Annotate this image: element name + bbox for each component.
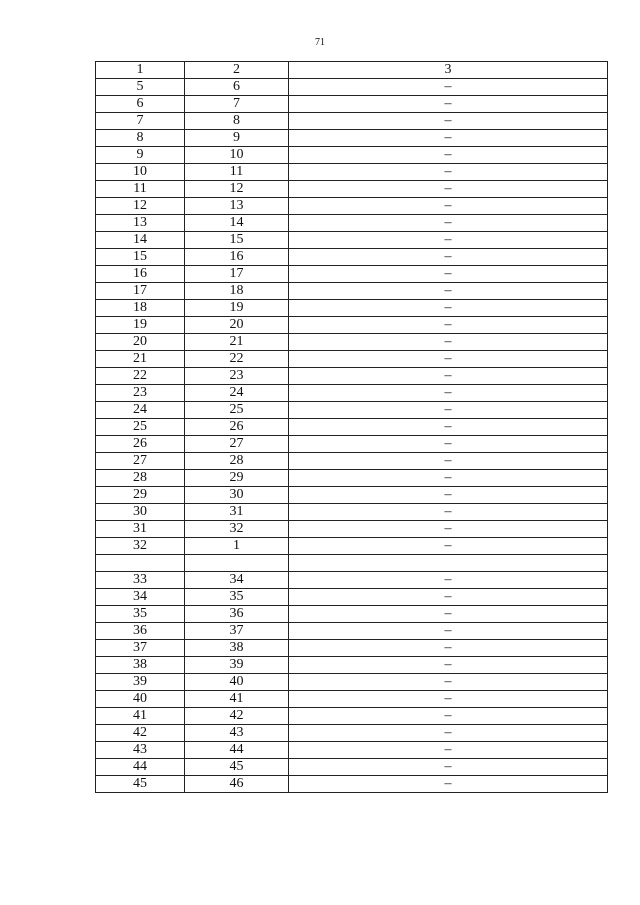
table-cell: –: [289, 742, 608, 759]
table-row: [96, 436, 608, 453]
table-row: [96, 232, 608, 249]
table-cell: 44: [96, 759, 185, 776]
table-cell: –: [289, 776, 608, 793]
table-cell: –: [289, 538, 608, 555]
data-table: [95, 61, 608, 793]
table-cell: 28: [96, 470, 185, 487]
table-cell: –: [289, 283, 608, 300]
table-cell: 38: [185, 640, 289, 657]
table-cell: 20: [96, 334, 185, 351]
table-cell: 21: [96, 351, 185, 368]
table-cell: –: [289, 572, 608, 589]
table-cell: 27: [96, 453, 185, 470]
table-cell: –: [289, 691, 608, 708]
table-cell: 16: [96, 266, 185, 283]
table-cell: 11: [96, 181, 185, 198]
table-cell: –: [289, 470, 608, 487]
table-cell: –: [289, 521, 608, 538]
table-cell: 42: [96, 725, 185, 742]
table-cell: 41: [96, 708, 185, 725]
table-cell: –: [289, 640, 608, 657]
table-cell: –: [289, 317, 608, 334]
table-cell: 14: [96, 232, 185, 249]
table-cell: 13: [185, 198, 289, 215]
table-cell: 34: [185, 572, 289, 589]
table-cell: 1: [185, 538, 289, 555]
column-header: 1: [96, 62, 185, 79]
table-cell: –: [289, 249, 608, 266]
table-body: [96, 62, 608, 793]
table-cell: 28: [185, 453, 289, 470]
table-cell: 32: [96, 538, 185, 555]
table-row: [96, 79, 608, 96]
table-cell: 42: [185, 708, 289, 725]
table-cell: –: [289, 385, 608, 402]
table-cell: 17: [185, 266, 289, 283]
table-cell: –: [289, 232, 608, 249]
table-row: [96, 96, 608, 113]
table-cell: 19: [185, 300, 289, 317]
table-cell: 44: [185, 742, 289, 759]
table-cell: 24: [96, 402, 185, 419]
table-cell: –: [289, 164, 608, 181]
table-row: [96, 283, 608, 300]
table-row: [96, 691, 608, 708]
table-cell-empty: [96, 555, 185, 572]
column-header: 2: [185, 62, 289, 79]
table-cell: –: [289, 266, 608, 283]
table-row: [96, 402, 608, 419]
table-cell: –: [289, 96, 608, 113]
table-cell: 13: [96, 215, 185, 232]
table-cell: 41: [185, 691, 289, 708]
table-cell: 10: [96, 164, 185, 181]
table-cell: 22: [96, 368, 185, 385]
table-cell: 40: [96, 691, 185, 708]
table-cell: 10: [185, 147, 289, 164]
table-cell: 43: [185, 725, 289, 742]
table-cell: 25: [96, 419, 185, 436]
table-row: [96, 623, 608, 640]
table-cell: 14: [185, 215, 289, 232]
table-cell: –: [289, 113, 608, 130]
table-cell: 19: [96, 317, 185, 334]
table-cell: –: [289, 674, 608, 691]
table-cell: 45: [185, 759, 289, 776]
table-cell: –: [289, 402, 608, 419]
table-cell: 21: [185, 334, 289, 351]
table-row: [96, 215, 608, 232]
table-cell: 43: [96, 742, 185, 759]
table-row: [96, 317, 608, 334]
table-cell: 6: [96, 96, 185, 113]
table-cell: –: [289, 130, 608, 147]
table-cell: 37: [185, 623, 289, 640]
table-row: [96, 130, 608, 147]
table-row: [96, 742, 608, 759]
table-row: [96, 725, 608, 742]
table-row: [96, 708, 608, 725]
table-cell: –: [289, 504, 608, 521]
table-cell: –: [289, 657, 608, 674]
table-cell: 31: [185, 504, 289, 521]
table-cell: 15: [96, 249, 185, 266]
table-cell: –: [289, 725, 608, 742]
table-row: [96, 521, 608, 538]
table-cell: –: [289, 487, 608, 504]
table-cell: 34: [96, 589, 185, 606]
table-cell: –: [289, 368, 608, 385]
table-cell: 46: [185, 776, 289, 793]
table-row: [96, 776, 608, 793]
table-row: [96, 249, 608, 266]
table-cell-empty: [185, 555, 289, 572]
table-cell: 16: [185, 249, 289, 266]
table-cell: –: [289, 759, 608, 776]
table-row: [96, 334, 608, 351]
table-cell: 45: [96, 776, 185, 793]
table-row: [96, 589, 608, 606]
table-cell: –: [289, 198, 608, 215]
table-cell: 26: [96, 436, 185, 453]
table-cell: –: [289, 623, 608, 640]
table-cell: –: [289, 436, 608, 453]
table-cell: 40: [185, 674, 289, 691]
table-row: [96, 504, 608, 521]
table-cell: 37: [96, 640, 185, 657]
table-cell: 18: [96, 300, 185, 317]
table-cell: 22: [185, 351, 289, 368]
table-cell: –: [289, 334, 608, 351]
table-cell: 30: [96, 504, 185, 521]
table-cell: 18: [185, 283, 289, 300]
table-row: [96, 674, 608, 691]
table-cell: 33: [96, 572, 185, 589]
table-cell: 8: [96, 130, 185, 147]
table-row: [96, 181, 608, 198]
table-cell: 6: [185, 79, 289, 96]
table-cell: 9: [185, 130, 289, 147]
table-row: [96, 606, 608, 623]
table-cell: –: [289, 606, 608, 623]
table-cell: 24: [185, 385, 289, 402]
table-cell: 7: [96, 113, 185, 130]
table-row: [96, 198, 608, 215]
table-cell: 20: [185, 317, 289, 334]
column-header: 3: [289, 62, 608, 79]
table-cell: 36: [96, 623, 185, 640]
table-row: [96, 266, 608, 283]
table-row: [96, 470, 608, 487]
table-row: [96, 351, 608, 368]
table-cell: –: [289, 300, 608, 317]
table-row: [96, 453, 608, 470]
table-row: [96, 164, 608, 181]
table-cell: 29: [96, 487, 185, 504]
table-row: [96, 572, 608, 589]
table-cell: 30: [185, 487, 289, 504]
table-cell: 23: [96, 385, 185, 402]
table-row: [96, 538, 608, 555]
table-cell: 39: [185, 657, 289, 674]
table-cell: –: [289, 419, 608, 436]
table-cell: –: [289, 351, 608, 368]
table-cell: 32: [185, 521, 289, 538]
table-row: [96, 487, 608, 504]
table-row: [96, 368, 608, 385]
table-row: [96, 300, 608, 317]
table-cell-empty: [289, 555, 608, 572]
table-cell: 35: [185, 589, 289, 606]
table-row: [96, 147, 608, 164]
table-cell: 25: [185, 402, 289, 419]
table-cell: 26: [185, 419, 289, 436]
table-cell: –: [289, 453, 608, 470]
table-cell: –: [289, 79, 608, 96]
page-number: 71: [315, 37, 325, 48]
table-cell: 36: [185, 606, 289, 623]
table-row: [96, 419, 608, 436]
table-row: [96, 657, 608, 674]
table-cell: 11: [185, 164, 289, 181]
table-cell: 29: [185, 470, 289, 487]
table-cell: 15: [185, 232, 289, 249]
table-cell: 7: [185, 96, 289, 113]
table-cell: 5: [96, 79, 185, 96]
table-header-row: [96, 62, 608, 79]
table-cell: –: [289, 215, 608, 232]
table-cell: 27: [185, 436, 289, 453]
table-cell: 12: [96, 198, 185, 215]
table-separator-row: [96, 555, 608, 572]
table-row: [96, 759, 608, 776]
table-cell: 31: [96, 521, 185, 538]
table-cell: 12: [185, 181, 289, 198]
table-row: [96, 640, 608, 657]
table-cell: 38: [96, 657, 185, 674]
table-cell: –: [289, 708, 608, 725]
table-cell: 23: [185, 368, 289, 385]
table-row: [96, 385, 608, 402]
table-cell: 8: [185, 113, 289, 130]
table-cell: 9: [96, 147, 185, 164]
table-cell: 35: [96, 606, 185, 623]
table-cell: –: [289, 589, 608, 606]
table-cell: 39: [96, 674, 185, 691]
table-cell: –: [289, 147, 608, 164]
table-row: [96, 113, 608, 130]
table-cell: 17: [96, 283, 185, 300]
table-cell: –: [289, 181, 608, 198]
